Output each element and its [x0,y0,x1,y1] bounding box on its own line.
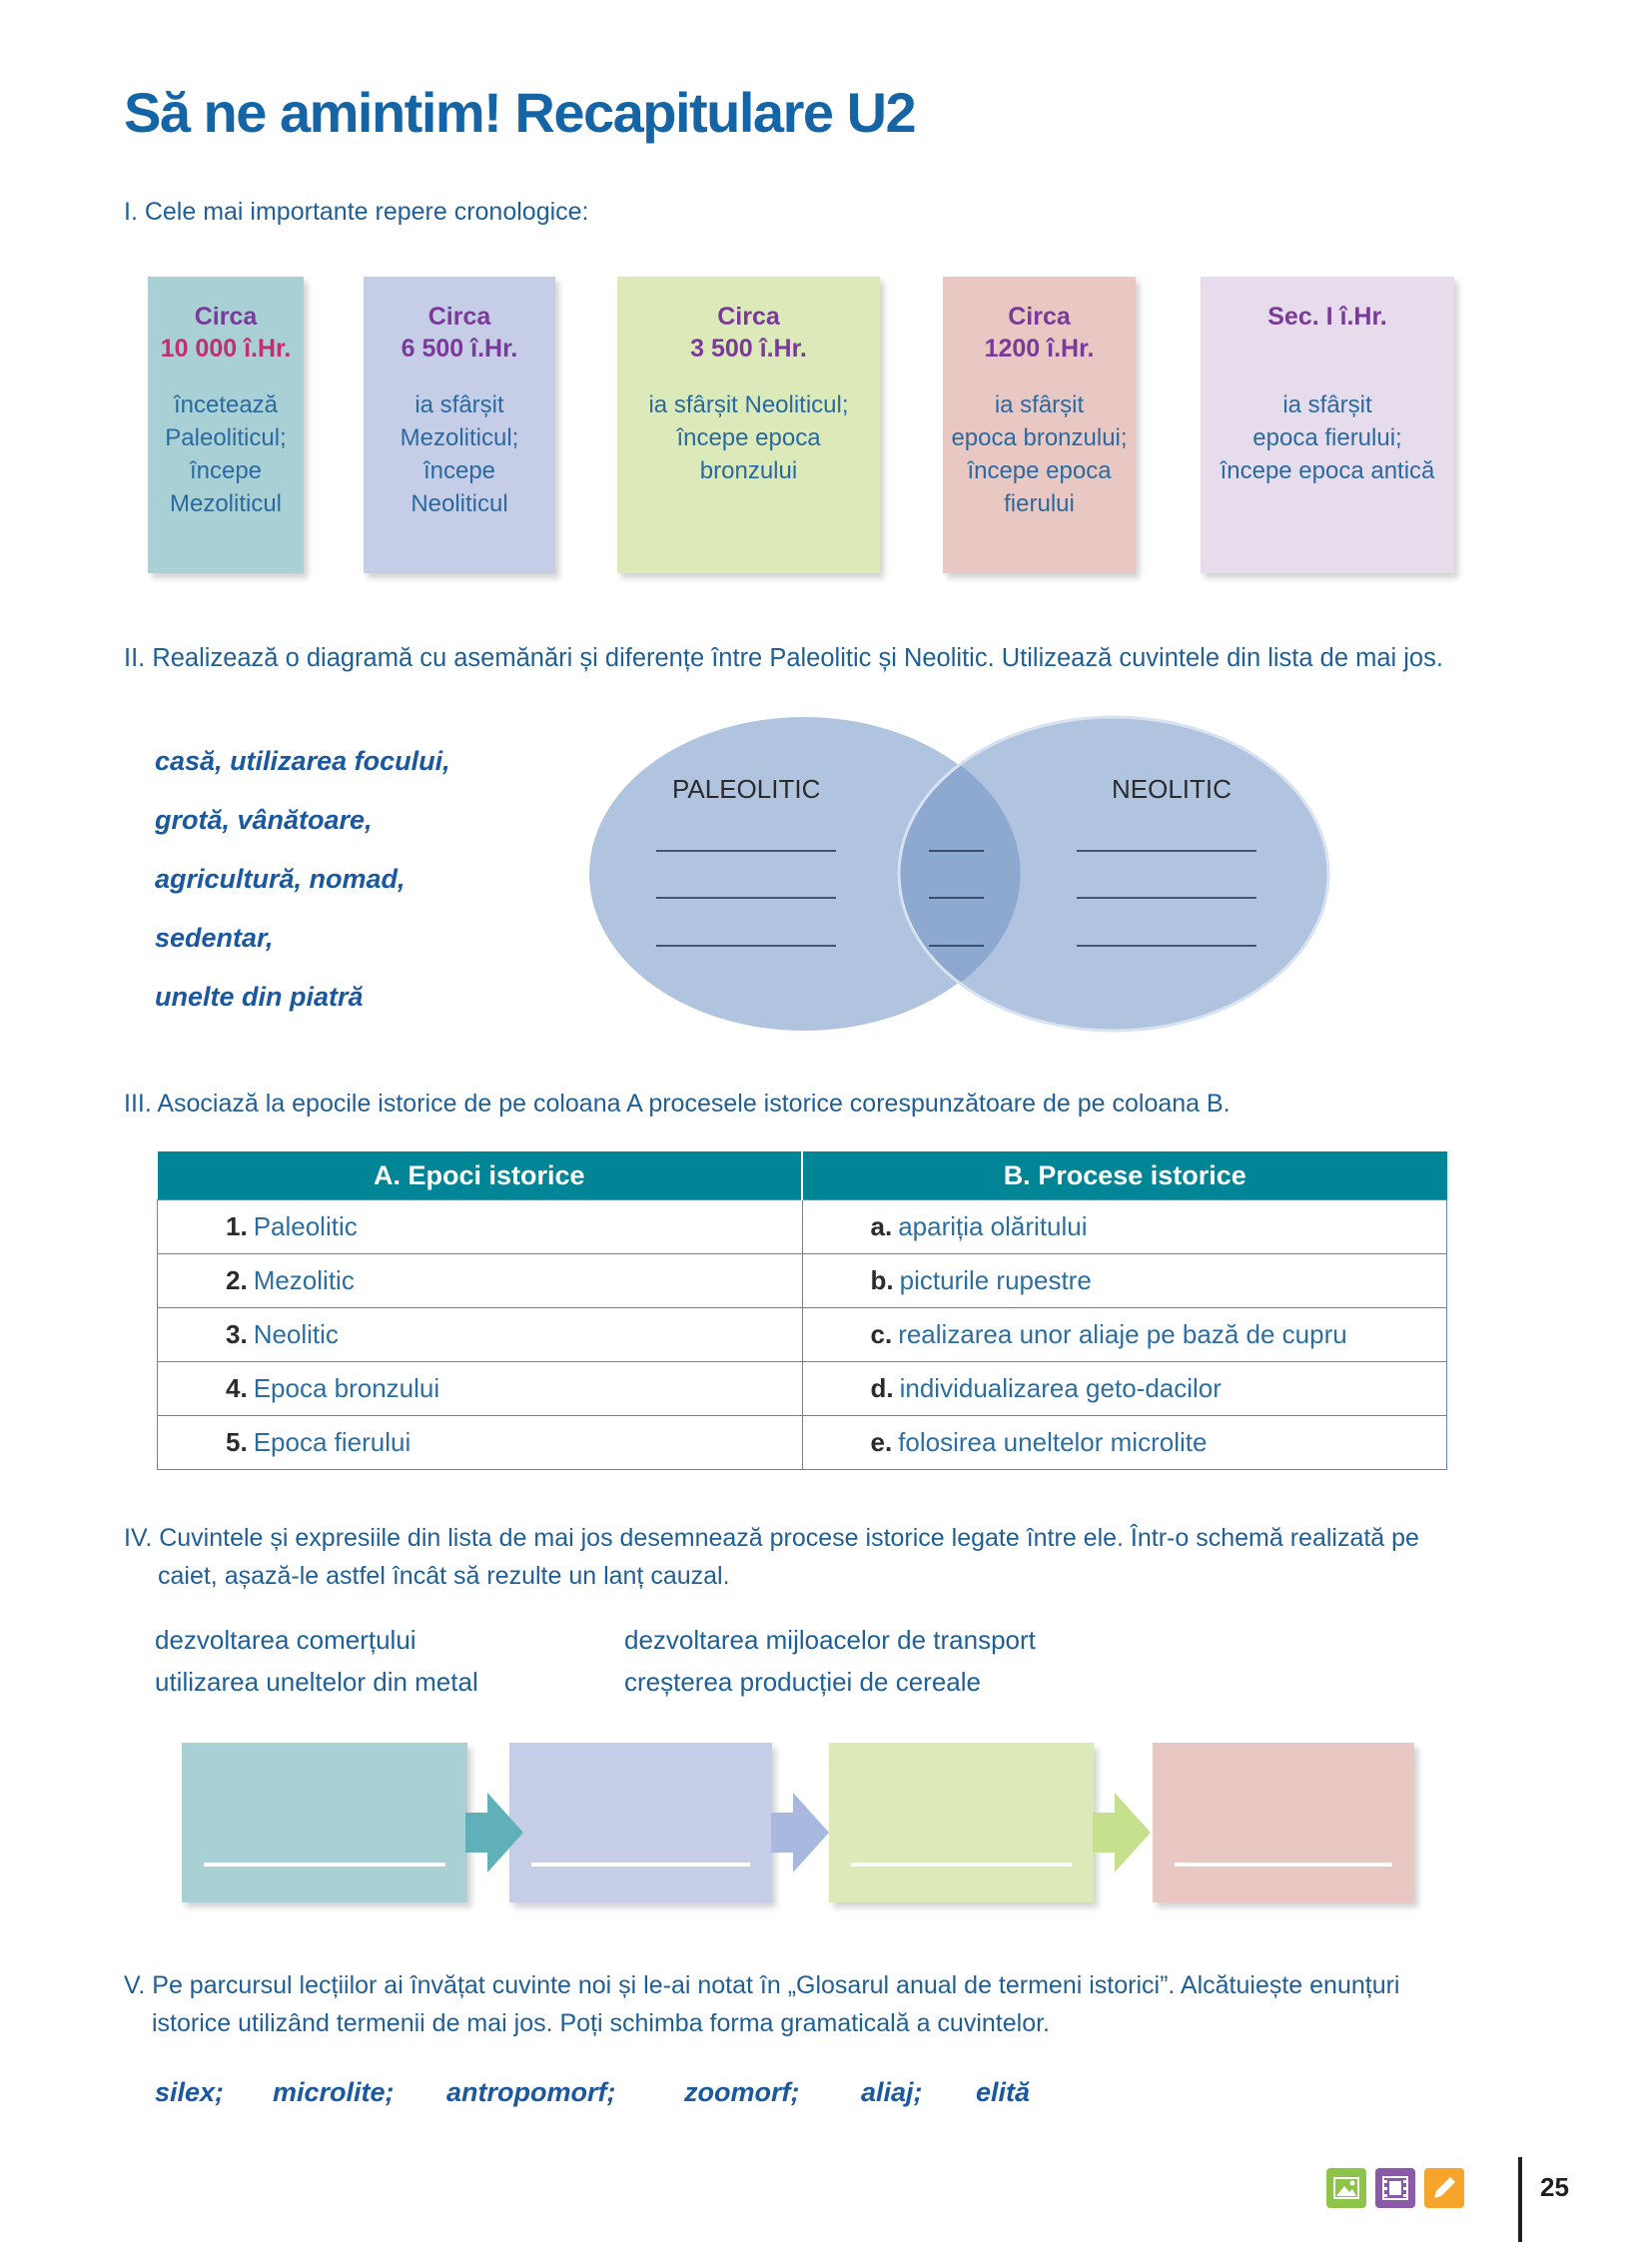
word-list-line: agricultură, nomad, [155,864,406,894]
term-item: antropomorf; [446,2077,616,2107]
card-text [617,388,880,487]
card-date-label: Sec. I î.Hr. [1267,303,1387,331]
card-text-line: ia sfârșit Neoliticul; [648,391,849,418]
table-cell-b [802,1200,1447,1254]
card-text-line: începe epoca [967,457,1112,484]
image-icon[interactable] [1326,2168,1366,2208]
table-cell-a [158,1254,803,1308]
venn-label-paleolitic: PALEOLITIC [672,774,821,804]
chain-arrow-1 [465,1793,525,1872]
card-text [364,388,555,520]
phrase-item: dezvoltarea comerțului [155,1625,416,1655]
section-4-heading-line-1: IV. Cuvintele și expresiile din lista de mai jos desemnează procese istorice legate între ele. Într-o schemă realizată pe [124,1524,1419,1552]
card-text [1201,388,1454,487]
card-date-label: Circa [427,303,491,331]
film-icon-glyph [1375,2168,1415,2208]
card-text-line: ia sfârșit [1282,391,1372,418]
page-title: Să ne amintim! Recapitulare U2 [124,81,916,144]
table-cell-a [158,1200,803,1254]
phrase-item: dezvoltarea mijloacelor de transport [624,1625,1036,1655]
card-text-line: Mezoliticul [169,490,283,517]
card-text-line: fierului [1004,490,1075,517]
card-date-label: Circa [1008,303,1071,331]
timeline-card-1 [148,277,304,573]
section-1-heading: I. Cele mai importante repere cronologice: [124,198,589,226]
card-date [364,301,555,365]
film-icon[interactable] [1375,2168,1415,2208]
table-cell-a [158,1362,803,1416]
card-date [1201,301,1454,333]
table-cell-b [802,1308,1447,1362]
chain-box-1 [182,1743,467,1902]
chain-box-4 [1153,1743,1414,1902]
timeline-card-2 [364,277,555,573]
row-number: 2. [226,1265,248,1295]
term-item: zoomorf; [684,2077,800,2107]
table-row [158,1254,1447,1308]
card-text-line: începe [189,457,263,484]
word-list-line: grotă, vânătoare, [155,805,373,835]
answer-line [1175,1863,1392,1867]
phrase-item: utilizarea uneltelor din metal [155,1667,478,1697]
card-text-line: începe epoca [676,424,821,451]
row-number: 5. [226,1427,248,1457]
card-text-line: începe [422,457,496,484]
term-item: elită [976,2077,1031,2107]
chain-arrow-3 [1093,1793,1153,1872]
page-number: 25 [1540,2172,1569,2202]
chain-arrow-2 [771,1793,831,1872]
row-number: 4. [226,1373,248,1403]
page-number-divider [1518,2157,1522,2242]
word-list-line: sedentar, [155,923,274,953]
term-item: silex; [155,2077,225,2107]
section-5-heading-line-1: V. Pe parcursul lecțiilor ai învățat cuvinte noi și le-ai notat în „Glosarul anual de termeni istorici”. Alcătuiește enunțuri [124,1971,1400,1999]
card-text-line: Neoliticul [411,490,508,517]
card-date [617,301,880,365]
timeline-card-5 [1201,277,1454,573]
card-text [943,388,1136,520]
venn-label-neolitic: NEOLITIC [1112,774,1232,804]
timeline-card-3 [617,277,880,573]
card-date [148,301,304,365]
row-text: individualizarea geto-dacilor [899,1373,1222,1403]
card-text-line: ia sfârșit [994,391,1085,418]
row-text: Neolitic [253,1319,339,1349]
answer-line [204,1863,445,1867]
card-date-label: Circa [194,303,258,331]
card-text-line: epoca bronzului; [951,424,1128,451]
card-text-line: epoca fierului; [1252,424,1402,451]
row-letter: b. [870,1265,894,1295]
table-row [158,1416,1447,1470]
card-text-line: începe epoca antică [1220,457,1435,484]
row-text: Mezolitic [253,1265,355,1295]
card-text-line: încetează [173,391,279,418]
table-row [158,1362,1447,1416]
table-row [158,1308,1447,1362]
term-item: aliaj; [861,2077,923,2107]
card-date-year: 10 000 î.Hr. [160,335,292,363]
row-letter: a. [870,1211,893,1241]
card-text-line: Mezoliticul; [400,424,519,451]
timeline-card-4 [943,277,1136,573]
column-header-b: B. Procese istorice [802,1151,1447,1200]
answer-line [851,1863,1072,1867]
section-2-heading: II. Realizează o diagramă cu asemănări și diferențe între Paleolitic și Neolitic. Utilizează cuvintele din lista de mai jos. [124,644,1443,672]
chain-box-3 [829,1743,1094,1902]
row-letter: e. [870,1427,893,1457]
card-text-line: bronzului [699,457,798,484]
card-date-year: 6 500 î.Hr. [401,335,518,363]
card-date-year: 1200 î.Hr. [984,335,1095,363]
column-header-a: A. Epoci istorice [158,1151,803,1200]
row-text: apariția olăritului [898,1211,1088,1241]
section-4-heading-line-2: caiet, așază-le astfel încât să rezulte un lanț cauzal. [158,1562,730,1590]
table-cell-b [802,1362,1447,1416]
row-text: Paleolitic [253,1211,358,1241]
table-cell-b [802,1254,1447,1308]
card-text [148,388,304,520]
row-text: Epoca fierului [253,1427,412,1457]
table-cell-a [158,1308,803,1362]
phrase-item: creșterea producției de cereale [624,1667,981,1697]
venn-diagram [579,714,1338,1034]
row-text: realizarea unor aliaje pe bază de cupru [898,1319,1347,1349]
row-text: Epoca bronzului [253,1373,440,1403]
row-text: picturile rupestre [899,1265,1092,1295]
table-row [158,1200,1447,1254]
pencil-icon[interactable] [1424,2168,1464,2208]
card-text-line: ia sfârșit [414,391,504,418]
word-list-line: casă, utilizarea focului, [155,746,450,776]
term-item: microlite; [273,2077,395,2107]
card-text-line: Paleoliticul; [165,424,287,451]
answer-line [531,1863,750,1867]
row-letter: c. [870,1319,893,1349]
section-3-heading: III. Asociază la epocile istorice de pe coloana A procesele istorice corespunzătoare de pe coloana B. [124,1090,1231,1118]
table-cell-a [158,1416,803,1470]
row-letter: d. [870,1373,894,1403]
chain-box-2 [509,1743,772,1902]
table-header-row [158,1151,1447,1200]
table-cell-b [802,1416,1447,1470]
card-date [943,301,1136,365]
word-list [155,732,450,1027]
word-list-line: unelte din piatră [155,982,364,1012]
pencil-icon-glyph [1424,2168,1464,2208]
card-date-year: 3 500 î.Hr. [690,335,807,363]
section-5-heading-line-2: istorice utilizând termenii de mai jos. Poți schimba forma gramaticală a cuvintelor. [152,2009,1050,2037]
row-text: folosirea uneltelor microlite [898,1427,1208,1457]
association-table [157,1151,1447,1470]
row-number: 3. [226,1319,248,1349]
card-date-label: Circa [717,303,780,331]
row-number: 1. [226,1211,248,1241]
image-icon-glyph [1326,2168,1366,2208]
